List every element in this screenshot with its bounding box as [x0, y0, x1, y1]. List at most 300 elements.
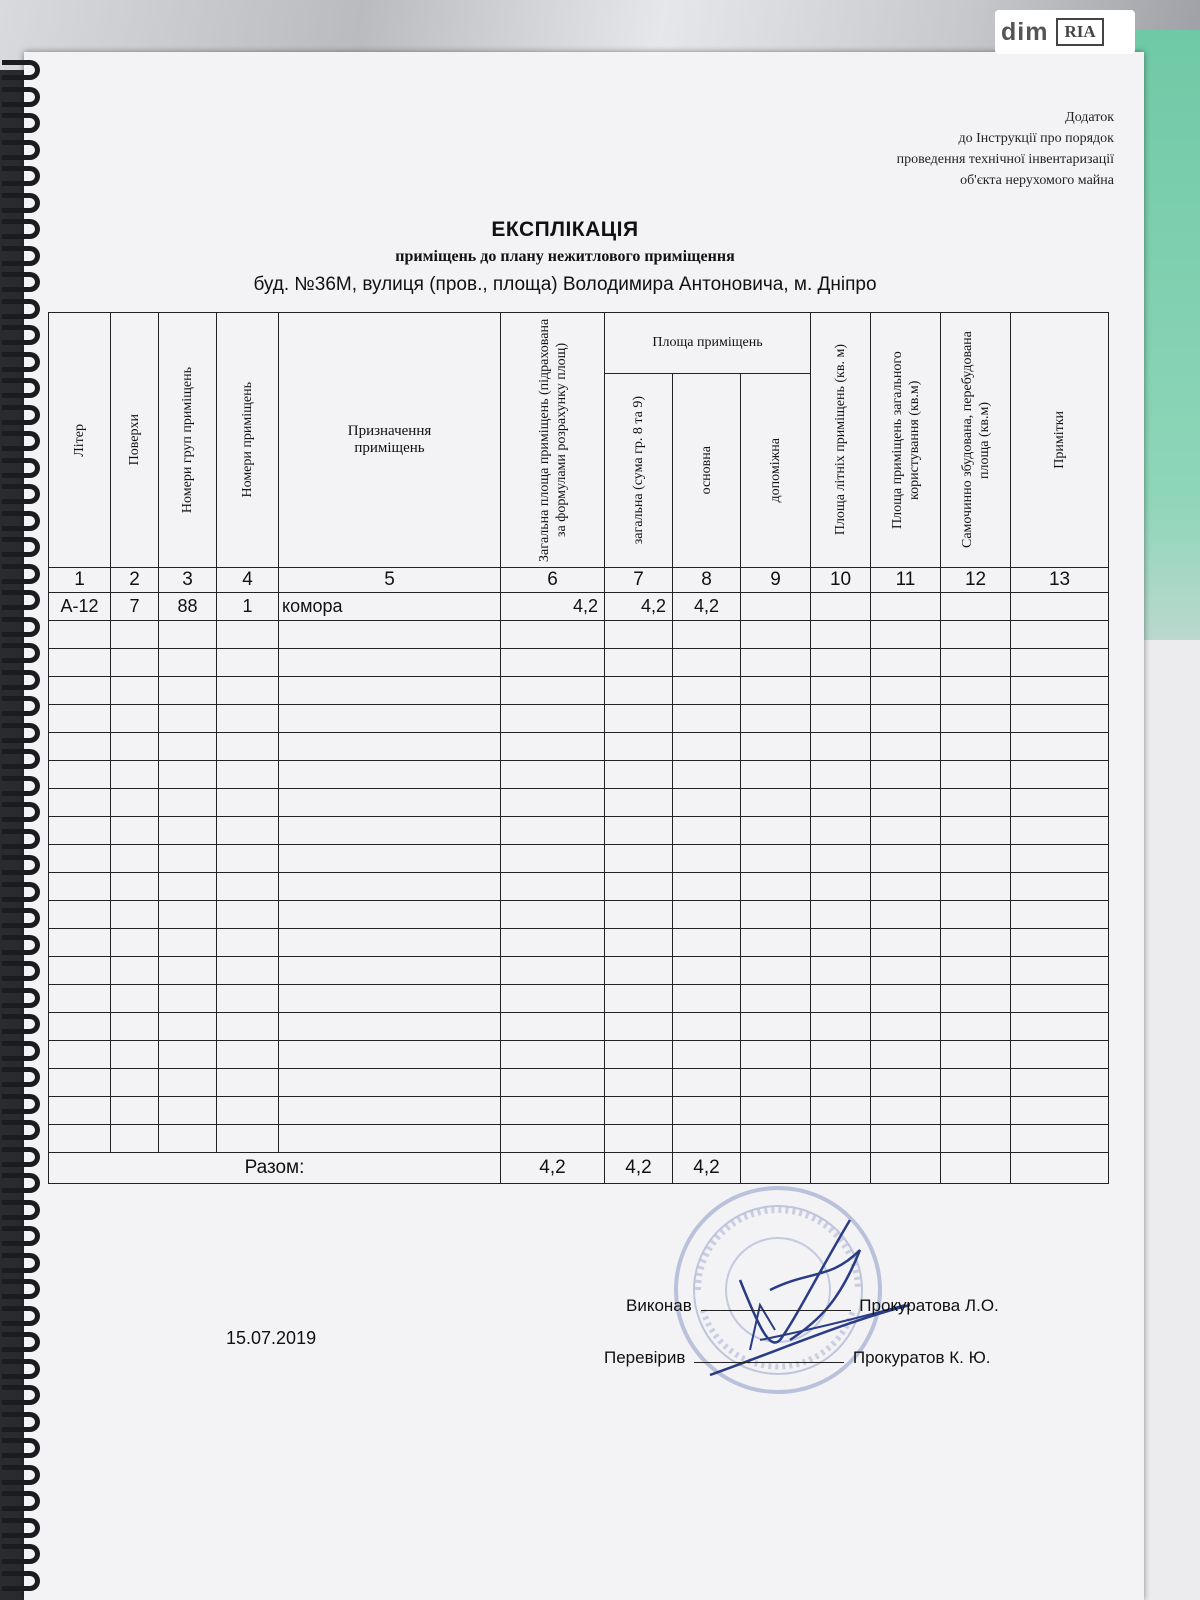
dimria-logo[interactable]	[995, 10, 1135, 54]
table-cell-empty	[811, 845, 871, 873]
table-cell-empty	[111, 621, 159, 649]
table-cell-empty	[871, 761, 941, 789]
spiral-loop	[2, 564, 40, 584]
table-cell-empty	[217, 1125, 279, 1153]
table-row	[49, 593, 1109, 621]
spiral-loop	[2, 1120, 40, 1140]
table-row-empty	[49, 985, 1109, 1013]
table-cell-empty	[811, 649, 871, 677]
sum-empty-cell	[941, 1153, 1011, 1184]
table-cell-empty	[1011, 1125, 1109, 1153]
table-cell-empty	[279, 1069, 501, 1097]
table-cell-empty	[941, 845, 1011, 873]
table-row-empty	[49, 873, 1109, 901]
table-cell-empty	[1011, 1013, 1109, 1041]
table-cell-empty	[159, 649, 217, 677]
table-cell-empty	[941, 1097, 1011, 1125]
table-cell-empty	[871, 677, 941, 705]
table-cell-empty	[1011, 677, 1109, 705]
table-cell-empty	[217, 1097, 279, 1125]
table-row-empty	[49, 929, 1109, 957]
table-cell-empty	[217, 649, 279, 677]
table-cell-empty	[941, 1041, 1011, 1069]
table-row-empty	[49, 705, 1109, 733]
cell-total: 4,2	[501, 593, 605, 621]
table-cell-empty	[941, 677, 1011, 705]
table-cell-empty	[279, 733, 501, 761]
addendum-line: до Інструкції про порядок	[958, 131, 1114, 146]
table-cell-empty	[217, 705, 279, 733]
spiral-loop	[2, 988, 40, 1008]
table-cell-empty	[741, 1041, 811, 1069]
table-row-empty	[49, 621, 1109, 649]
table-cell-empty	[871, 929, 941, 957]
table-cell-empty	[605, 929, 673, 957]
table-cell-empty	[1011, 761, 1109, 789]
table-cell-empty	[217, 789, 279, 817]
addendum-line: об'єкта нерухомого майна	[960, 173, 1114, 188]
sum-area-main: 4,2	[673, 1153, 741, 1184]
column-number: 2	[111, 568, 159, 593]
table-cell-empty	[941, 705, 1011, 733]
table-cell-empty	[49, 929, 111, 957]
table-cell-empty	[501, 901, 605, 929]
table-cell-empty	[941, 1069, 1011, 1097]
table-cell-empty	[741, 901, 811, 929]
table-cell-empty	[217, 901, 279, 929]
header-total-area: Загальна площа приміщень (підрахована за формулами розрахунку площ)	[536, 318, 569, 562]
spiral-loop	[2, 1253, 40, 1273]
table-cell-empty	[605, 1125, 673, 1153]
table-cell-empty	[159, 621, 217, 649]
table-cell-empty	[159, 677, 217, 705]
table-cell-empty	[159, 705, 217, 733]
table-cell-empty	[111, 1097, 159, 1125]
table-cell-empty	[1011, 845, 1109, 873]
table-cell-empty	[217, 733, 279, 761]
table-cell-empty	[279, 817, 501, 845]
table-cell-empty	[673, 901, 741, 929]
table-cell-empty	[217, 1013, 279, 1041]
table-cell-empty	[279, 845, 501, 873]
table-cell-empty	[111, 957, 159, 985]
spiral-loop	[2, 405, 40, 425]
spiral-loop	[2, 87, 40, 107]
table-cell-empty	[741, 873, 811, 901]
table-cell-empty	[811, 1097, 871, 1125]
table-cell-empty	[501, 705, 605, 733]
logo-badge: RIA	[1056, 18, 1103, 46]
table-cell-empty	[941, 789, 1011, 817]
table-cell-empty	[49, 1097, 111, 1125]
spiral-loop	[2, 378, 40, 398]
spiral-loop	[2, 882, 40, 902]
header-area-main: основна	[699, 446, 714, 495]
table-cell-empty	[741, 677, 811, 705]
table-row-empty	[49, 1041, 1109, 1069]
cell-liter: А-12	[49, 593, 111, 621]
table-cell-empty	[811, 789, 871, 817]
table-cell-empty	[49, 901, 111, 929]
cell-purpose: комора	[279, 593, 501, 621]
table-row-empty	[49, 733, 1109, 761]
table-cell-empty	[1011, 901, 1109, 929]
table-cell-empty	[871, 789, 941, 817]
table-cell-empty	[49, 761, 111, 789]
header-area-aux: допоміжна	[768, 438, 783, 503]
table-cell-empty	[501, 1125, 605, 1153]
column-number: 8	[673, 568, 741, 593]
table-cell-empty	[605, 817, 673, 845]
spiral-loop	[2, 511, 40, 531]
cell-group: 88	[159, 593, 217, 621]
table-cell-empty	[217, 1069, 279, 1097]
spiral-loop	[2, 1544, 40, 1564]
table-cell-empty	[871, 1097, 941, 1125]
table-cell-empty	[673, 649, 741, 677]
spiral-loop	[2, 1067, 40, 1087]
table-cell-empty	[673, 733, 741, 761]
table-cell-empty	[49, 1041, 111, 1069]
table-cell-empty	[111, 761, 159, 789]
spiral-loop	[2, 643, 40, 663]
table-cell-empty	[941, 761, 1011, 789]
spiral-loop	[2, 829, 40, 849]
table-cell-empty	[871, 1041, 941, 1069]
table-cell-empty	[811, 985, 871, 1013]
table-cell-empty	[605, 677, 673, 705]
table-row-empty	[49, 817, 1109, 845]
table-cell-empty	[501, 929, 605, 957]
spiral-loop	[2, 1094, 40, 1114]
header-room-numbers: Номери приміщень	[240, 382, 255, 498]
table-cell-empty	[811, 677, 871, 705]
spiral-loop	[2, 1147, 40, 1167]
table-cell-empty	[279, 901, 501, 929]
table-cell-empty	[673, 845, 741, 873]
addendum-note	[897, 107, 1114, 191]
table-cell-empty	[1011, 817, 1109, 845]
table-cell-empty	[741, 1069, 811, 1097]
table-cell-empty	[279, 705, 501, 733]
table-cell-empty	[49, 733, 111, 761]
sum-total: 4,2	[501, 1153, 605, 1184]
document-date: 15.07.2019	[226, 1328, 317, 1348]
table-cell-empty	[501, 873, 605, 901]
table-row-empty	[49, 957, 1109, 985]
table-cell-empty	[605, 1013, 673, 1041]
table-cell-empty	[159, 929, 217, 957]
table-cell-empty	[871, 733, 941, 761]
table-row-empty	[49, 1013, 1109, 1041]
spiral-loop	[2, 696, 40, 716]
table-cell-empty	[111, 901, 159, 929]
table-cell-empty	[159, 789, 217, 817]
table-cell-empty	[811, 901, 871, 929]
table-row-empty	[49, 649, 1109, 677]
addendum-line: Додаток	[1065, 110, 1114, 125]
table-cell-empty	[111, 1041, 159, 1069]
table-cell-empty	[941, 929, 1011, 957]
table-row-empty	[49, 901, 1109, 929]
table-cell-empty	[49, 845, 111, 873]
logo-text: dim	[1001, 17, 1049, 46]
spiral-loop	[2, 1041, 40, 1061]
table-cell-empty	[111, 677, 159, 705]
table-cell-empty	[279, 761, 501, 789]
table-cell-empty	[673, 621, 741, 649]
table-cell-empty	[501, 985, 605, 1013]
table-cell-empty	[217, 957, 279, 985]
table-cell-empty	[111, 845, 159, 873]
spiral-loop	[2, 193, 40, 213]
spiral-loop	[2, 776, 40, 796]
spiral-loop	[2, 458, 40, 478]
column-number: 13	[1011, 568, 1109, 593]
table-cell-empty	[941, 1013, 1011, 1041]
column-number: 11	[871, 568, 941, 593]
table-cell-empty	[941, 649, 1011, 677]
cell-common	[871, 593, 941, 621]
table-cell-empty	[217, 929, 279, 957]
table-cell-empty	[871, 621, 941, 649]
table-cell-empty	[811, 733, 871, 761]
table-cell-empty	[49, 1013, 111, 1041]
cell-area-aux	[741, 593, 811, 621]
spiral-loop	[2, 1173, 40, 1193]
document-subtitle: приміщень до плану нежитлового приміщення	[395, 248, 735, 265]
column-number: 3	[159, 568, 217, 593]
sum-label: Разом:	[49, 1153, 501, 1184]
executed-signature-line	[626, 1296, 999, 1316]
table-cell-empty	[501, 1069, 605, 1097]
spiral-loop	[2, 166, 40, 186]
spiral-loop	[2, 1412, 40, 1432]
cell-unauth	[941, 593, 1011, 621]
table-cell-empty	[111, 1013, 159, 1041]
table-row-empty	[49, 789, 1109, 817]
table-cell-empty	[605, 873, 673, 901]
header-unauthorized-area: Самочинно збудована, перебудована площа (кв.м)	[959, 331, 992, 549]
spiral-loop	[2, 802, 40, 822]
table-cell-empty	[871, 957, 941, 985]
spiral-loop	[2, 1385, 40, 1405]
table-cell-empty	[111, 1125, 159, 1153]
table-cell-empty	[501, 621, 605, 649]
table-cell-empty	[871, 1013, 941, 1041]
spiral-loop	[2, 1200, 40, 1220]
cell-area-total: 4,2	[605, 593, 673, 621]
table-cell-empty	[49, 705, 111, 733]
sum-empty-cell	[1011, 1153, 1109, 1184]
table-cell-empty	[871, 1069, 941, 1097]
header-area-total: загальна (сума гр. 8 та 9)	[631, 396, 646, 545]
table-cell-empty	[1011, 1041, 1109, 1069]
header-common-area: Площа приміщень загального користування (кв.м)	[889, 351, 922, 529]
spiral-loop	[2, 1438, 40, 1458]
column-number-row	[49, 568, 1109, 593]
table-cell-empty	[217, 677, 279, 705]
column-number: 12	[941, 568, 1011, 593]
table-cell-empty	[159, 1097, 217, 1125]
explication-table	[48, 312, 1109, 1184]
table-cell-empty	[49, 677, 111, 705]
spiral-loop	[2, 935, 40, 955]
table-cell-empty	[501, 733, 605, 761]
spiral-loop	[2, 1465, 40, 1485]
column-number: 6	[501, 568, 605, 593]
table-cell-empty	[605, 1041, 673, 1069]
executed-name: Прокуратова Л.О.	[859, 1296, 999, 1315]
spiral-loop	[2, 908, 40, 928]
document-title: ЕКСПЛІКАЦІЯ	[491, 218, 639, 241]
addendum-line: проведення технічної інвентаризації	[896, 152, 1114, 167]
table-cell-empty	[941, 901, 1011, 929]
cell-notes	[1011, 593, 1109, 621]
table-cell-empty	[217, 845, 279, 873]
table-cell-empty	[217, 985, 279, 1013]
table-cell-empty	[605, 845, 673, 873]
table-cell-empty	[217, 817, 279, 845]
header-area-group: Площа приміщень	[652, 335, 763, 351]
table-row-empty	[49, 845, 1109, 873]
table-cell-empty	[111, 817, 159, 845]
table-cell-empty	[49, 789, 111, 817]
header-purpose: Призначення приміщень	[347, 423, 432, 456]
spiral-loop	[2, 1226, 40, 1246]
table-cell-empty	[111, 873, 159, 901]
table-cell-empty	[673, 705, 741, 733]
spiral-loop	[2, 113, 40, 133]
table-cell-empty	[1011, 873, 1109, 901]
table-cell-empty	[501, 789, 605, 817]
table-cell-empty	[1011, 985, 1109, 1013]
table-cell-empty	[673, 761, 741, 789]
checked-signature-line	[604, 1348, 991, 1368]
spiral-loop	[2, 484, 40, 504]
table-cell-empty	[871, 649, 941, 677]
table-cell-empty	[1011, 649, 1109, 677]
spiral-loop	[2, 1571, 40, 1591]
spiral-loop	[2, 723, 40, 743]
cell-room: 1	[217, 593, 279, 621]
table-cell-empty	[279, 677, 501, 705]
table-cell-empty	[941, 817, 1011, 845]
table-cell-empty	[605, 985, 673, 1013]
spiral-loop	[2, 60, 40, 80]
table-cell-empty	[49, 873, 111, 901]
spiral-loop	[2, 352, 40, 372]
table-cell-empty	[673, 677, 741, 705]
column-number: 4	[217, 568, 279, 593]
table-cell-empty	[811, 1125, 871, 1153]
table-cell-empty	[111, 929, 159, 957]
table-cell-empty	[673, 789, 741, 817]
spiral-loop	[2, 1014, 40, 1034]
table-cell-empty	[673, 1125, 741, 1153]
table-cell-empty	[159, 1013, 217, 1041]
table-cell-empty	[111, 649, 159, 677]
spiral-loop	[2, 1359, 40, 1379]
table-cell-empty	[1011, 705, 1109, 733]
table-cell-empty	[941, 985, 1011, 1013]
table-row-empty	[49, 1097, 1109, 1125]
table-cell-empty	[111, 705, 159, 733]
spiral-loop	[2, 749, 40, 769]
table-cell-empty	[605, 901, 673, 929]
table-cell-empty	[871, 817, 941, 845]
table-cell-empty	[871, 1125, 941, 1153]
header-notes: Примітки	[1052, 411, 1068, 469]
table-cell-empty	[941, 1125, 1011, 1153]
table-cell-empty	[1011, 789, 1109, 817]
table-cell-empty	[49, 649, 111, 677]
table-row-empty	[49, 1069, 1109, 1097]
table-cell-empty	[217, 621, 279, 649]
table-cell-empty	[741, 817, 811, 845]
table-cell-empty	[741, 705, 811, 733]
table-cell-empty	[941, 733, 1011, 761]
table-cell-empty	[673, 1097, 741, 1125]
spiral-loop	[2, 1332, 40, 1352]
table-cell-empty	[111, 789, 159, 817]
executed-label: Виконав	[626, 1296, 692, 1315]
document-address: буд. №36М, вулиця (пров., площа) Володимира Антоновича, м. Дніпро	[253, 274, 877, 295]
table-cell-empty	[673, 873, 741, 901]
spiral-loop	[2, 670, 40, 690]
spiral-loop	[2, 1491, 40, 1511]
table-cell-empty	[741, 621, 811, 649]
header-summer-area: Площа літніх приміщень (кв. м)	[833, 344, 849, 536]
table-cell-empty	[605, 761, 673, 789]
table-cell-empty	[159, 1125, 217, 1153]
table-cell-empty	[279, 985, 501, 1013]
table-cell-empty	[111, 985, 159, 1013]
column-number: 1	[49, 568, 111, 593]
spiral-loop	[2, 1518, 40, 1538]
spiral-loop	[2, 1306, 40, 1326]
table-cell-empty	[49, 957, 111, 985]
spiral-loop	[2, 590, 40, 610]
table-cell-empty	[159, 1041, 217, 1069]
cell-area-main: 4,2	[673, 593, 741, 621]
table-cell-empty	[501, 761, 605, 789]
table-cell-empty	[159, 733, 217, 761]
spiral-loop	[2, 325, 40, 345]
table-cell-empty	[811, 1041, 871, 1069]
spiral-loop	[2, 1279, 40, 1299]
table-cell-empty	[501, 817, 605, 845]
table-cell-empty	[49, 1125, 111, 1153]
table-cell-empty	[279, 929, 501, 957]
checked-label: Перевірив	[604, 1348, 686, 1367]
table-cell-empty	[741, 1013, 811, 1041]
sum-empty-cell	[871, 1153, 941, 1184]
spiral-loop	[2, 537, 40, 557]
table-cell-empty	[811, 929, 871, 957]
column-number: 9	[741, 568, 811, 593]
table-cell-empty	[1011, 929, 1109, 957]
sum-row	[49, 1153, 1109, 1184]
column-number: 5	[279, 568, 501, 593]
table-cell-empty	[279, 957, 501, 985]
table-row-empty	[49, 1125, 1109, 1153]
table-cell-empty	[941, 873, 1011, 901]
table-cell-empty	[605, 957, 673, 985]
table-cell-empty	[501, 1041, 605, 1069]
table-cell-empty	[605, 649, 673, 677]
spiral-loop	[2, 140, 40, 160]
